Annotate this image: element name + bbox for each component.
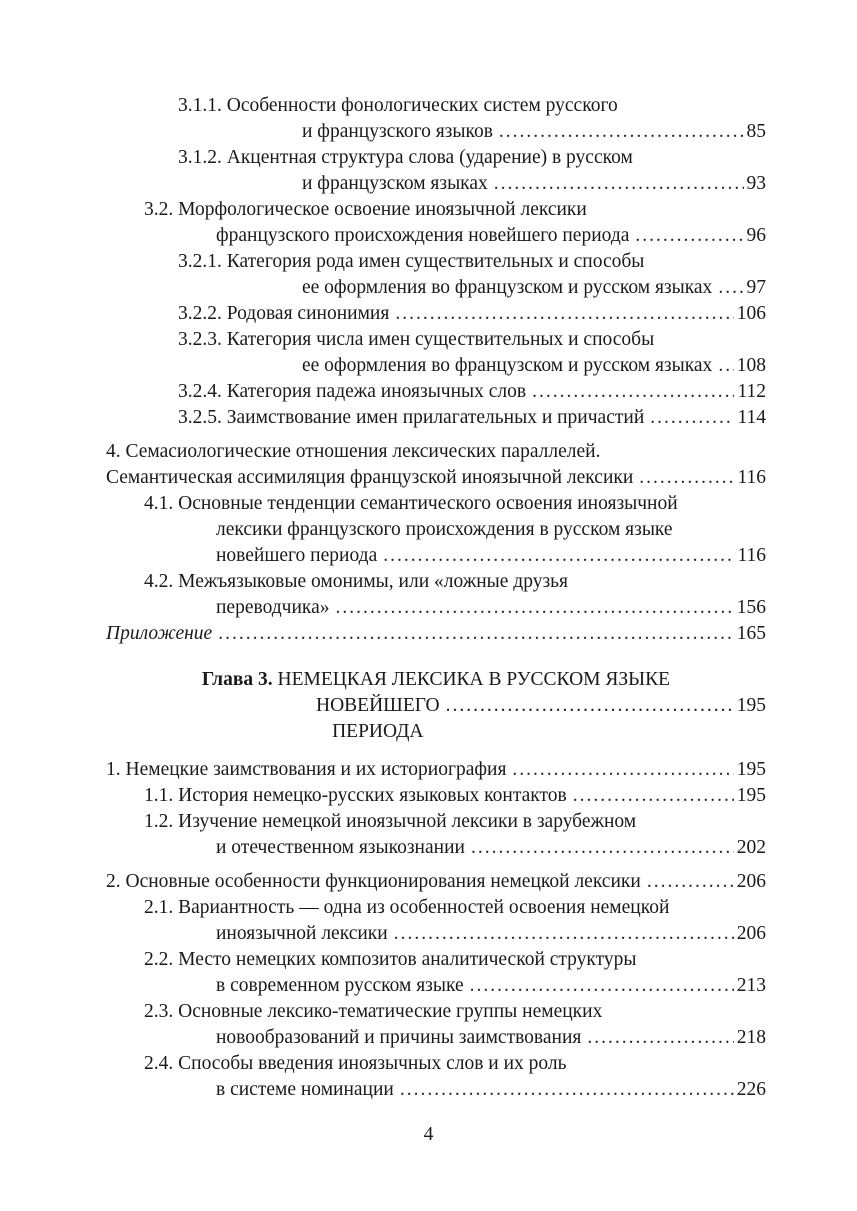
entry-title-cont: в современном русском языке (216, 975, 464, 996)
page-ref: 156 (736, 597, 766, 618)
entry-title: Категория числа имен существительных и способы (226, 329, 655, 350)
page-ref: 85 (746, 121, 766, 142)
entry-number: 2. (106, 871, 121, 892)
entry-number: 3.1.1. (178, 95, 222, 116)
entry-title: Акцентная структура слова (ударение) в русском (226, 147, 633, 168)
chapter-label: Глава 3. (201, 669, 273, 690)
entry-number: 1.1. (144, 785, 174, 806)
toc-entry (106, 809, 766, 861)
leader-dots (394, 921, 734, 947)
entry-title-cont: новейшего периода (216, 545, 378, 566)
page-ref: 206 (736, 871, 766, 892)
entry-title: Заимствование имен прилагательных и причастий (226, 407, 645, 428)
leader-dots (499, 119, 744, 145)
page-ref: 195 (736, 695, 766, 716)
toc-entry (106, 379, 766, 405)
page-ref: 202 (736, 837, 766, 858)
chapter-title: НЕМЕЦКАЯ ЛЕКСИКА В РУССКОМ ЯЗЫКЕ (277, 669, 671, 690)
toc-entry (106, 569, 766, 621)
entry-number: 4.2. (144, 571, 174, 592)
entry-number: 3.2.1. (178, 251, 222, 272)
page-ref: 93 (746, 173, 766, 194)
leader-dots (718, 353, 733, 379)
leader-dots (400, 1077, 734, 1103)
toc-entry (106, 869, 766, 895)
entry-title-cont: и французском языках (302, 173, 488, 194)
entry-title: Категория падежа иноязычных слов (226, 381, 527, 402)
entry-title: Место немецких композитов аналитической структуры (178, 949, 637, 970)
entry-title-cont: французского происхождения новейшего периода (216, 225, 630, 246)
page-ref: 108 (736, 355, 766, 376)
entry-title: Межъязыковые омонимы, или «ложные друзья (178, 571, 569, 592)
entry-number: 2.2. (144, 949, 174, 970)
toc-entry (106, 93, 766, 145)
entry-number: 2.1. (144, 897, 174, 918)
page-ref: 206 (736, 923, 766, 944)
page-ref: 96 (746, 225, 766, 246)
entry-title: Категория рода имен существительных и способы (226, 251, 645, 272)
entry-number: 3.2.3. (178, 329, 222, 350)
entry-number: 1. (106, 759, 121, 780)
leader-dots (639, 465, 734, 491)
page-ref: 226 (736, 1079, 766, 1100)
entry-title: Родовая синонимия (226, 303, 390, 324)
page-ref: 213 (736, 975, 766, 996)
toc-entry (106, 1051, 766, 1103)
toc-entry (106, 301, 766, 327)
leader-dots (446, 693, 734, 719)
entry-title-cont: ее оформления во французском и русском языках (302, 277, 713, 298)
leader-dots (512, 757, 733, 783)
entry-title-cont: ее оформления во французском и русском языках (302, 355, 713, 376)
entry-number: 2.4. (144, 1053, 174, 1074)
toc-entry (106, 895, 766, 947)
entry-number: 4. (106, 441, 121, 462)
entry-number: 2.3. (144, 1001, 174, 1022)
toc-entry (106, 439, 766, 491)
toc-entry (106, 491, 766, 569)
entry-title: Семасиологические отношения лексических параллелей. (125, 441, 601, 462)
page-ref: 112 (737, 381, 766, 402)
entry-number: 3.1.2. (178, 147, 222, 168)
entry-number: 3.2.2. (178, 303, 222, 324)
entry-title-cont: и отечественном языкознании (216, 837, 465, 858)
entry-number: 3.2.5. (178, 407, 222, 428)
page-ref: 106 (736, 303, 766, 324)
entry-title-cont: в системе номинации (216, 1079, 394, 1100)
leader-dots (383, 543, 734, 569)
leader-dots (494, 171, 744, 197)
page-ref: 195 (736, 785, 766, 806)
page-number: 4 (423, 1124, 434, 1145)
toc-entry (106, 783, 766, 809)
leader-dots (336, 595, 734, 621)
entry-number: 3.2. (144, 199, 174, 220)
toc-entry (106, 327, 766, 379)
page-ref: 97 (746, 277, 766, 298)
leader-dots (470, 973, 734, 999)
leader-dots (647, 869, 734, 895)
entry-number: 4.1. (144, 493, 174, 514)
leader-dots (650, 405, 734, 431)
leader-dots (587, 1025, 733, 1051)
entry-title-cont: иноязычной лексики (216, 923, 388, 944)
entry-title: Морфологическое освоение иноязычной лексики (178, 199, 587, 220)
toc-entry (106, 947, 766, 999)
leader-dots (718, 275, 743, 301)
entry-number: 1.2. (144, 811, 174, 832)
entry-title: Изучение немецкой иноязычной лексики в зарубежном (178, 811, 637, 832)
leader-dots (573, 783, 734, 809)
leader-dots (395, 301, 733, 327)
toc-entry (106, 999, 766, 1051)
page-ref: 116 (737, 467, 766, 488)
toc-entry (106, 197, 766, 249)
toc-entry (106, 405, 766, 431)
entry-title: Способы введения иноязычных слов и их роль (178, 1053, 567, 1074)
page-ref: 114 (737, 407, 766, 428)
toc-entry (106, 757, 766, 783)
entry-title: История немецко-русских языковых контактов (178, 785, 567, 806)
entry-title: Приложение (106, 623, 213, 644)
entry-title-cont: и французского языков (302, 121, 493, 142)
page-ref: 116 (737, 545, 766, 566)
toc-entry-appendix (106, 621, 766, 647)
page-ref: 195 (736, 759, 766, 780)
entry-title: Вариантность — одна из особенностей освоения немецкой (178, 897, 670, 918)
toc-entry (106, 249, 766, 301)
entry-title: Основные тенденции семантического освоения иноязычной (178, 493, 678, 514)
entry-title: Немецкие заимствования и их историография (125, 759, 507, 780)
table-of-contents (106, 93, 766, 1103)
leader-dots (635, 223, 743, 249)
page-ref: 218 (736, 1027, 766, 1048)
entry-title: Основные особенности функционирования немецкой лексики (125, 871, 641, 892)
chapter-heading (106, 667, 766, 745)
entry-title-cont: Семантическая ассимиляция французской иноязычной лексики (106, 467, 634, 488)
entry-title-cont: лексики французского происхождения в русском языке (216, 519, 673, 540)
leader-dots (218, 621, 734, 647)
entry-number: 3.2.4. (178, 381, 222, 402)
leader-dots (532, 379, 734, 405)
page-ref: 165 (736, 623, 766, 644)
entry-title: Особенности фонологических систем русского (226, 95, 618, 116)
chapter-title-cont: НОВЕЙШЕГО ПЕРИОДА (316, 695, 440, 742)
entry-title-cont: новообразований и причины заимствования (216, 1027, 582, 1048)
entry-title-cont: переводчика» (216, 597, 330, 618)
leader-dots (471, 835, 734, 861)
toc-entry (106, 145, 766, 197)
entry-title: Основные лексико-тематические группы немецких (178, 1001, 603, 1022)
